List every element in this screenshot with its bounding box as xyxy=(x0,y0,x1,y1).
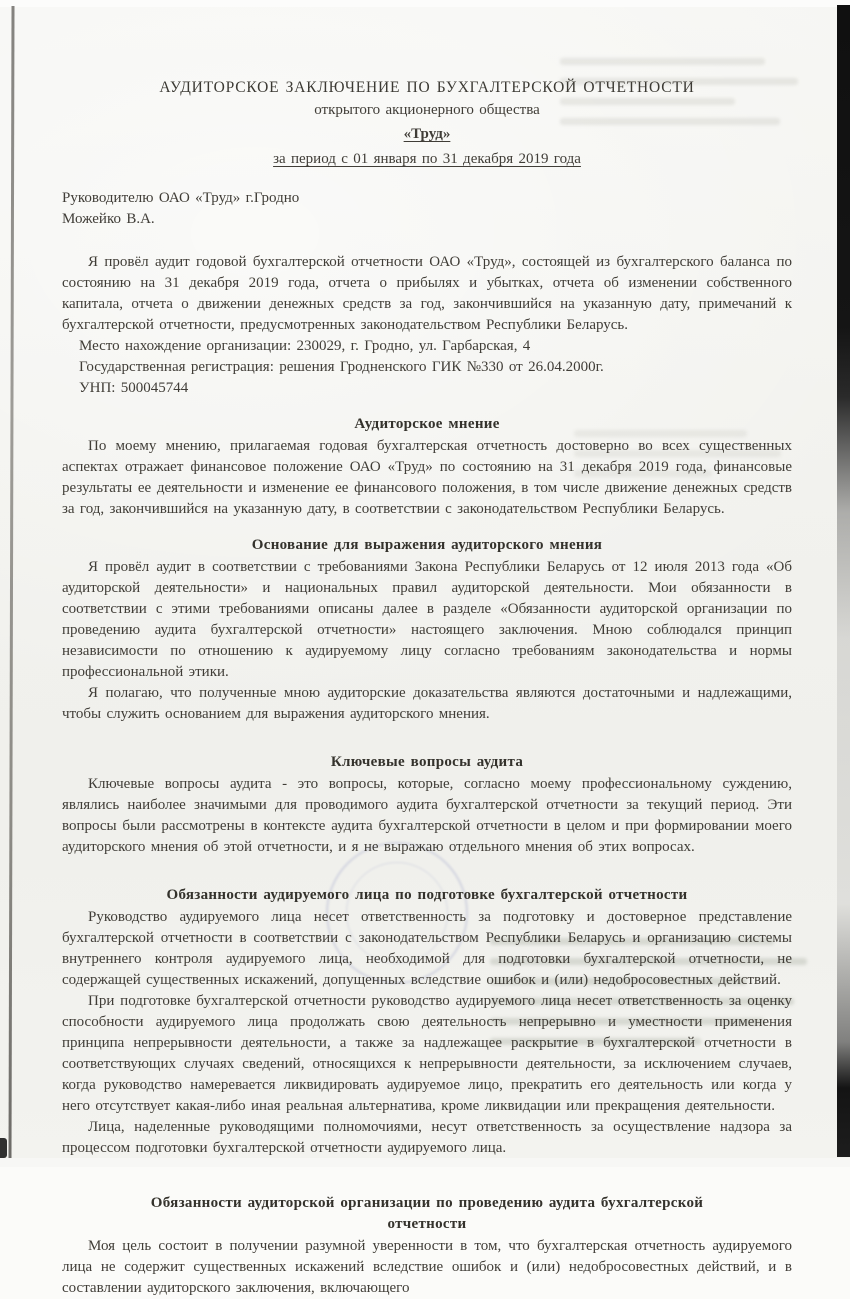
title-block xyxy=(62,76,792,172)
addressee-line: Руководителю ОАО «Труд» г.Гродно xyxy=(62,190,300,206)
key-matters-paragraph: Ключевые вопросы аудита - это вопросы, которые, согласно моему профессиональному суждению, являлись наиболее значимыми для проводимого аудита бухгалтерской отчетности за текущий период. Эти вопросы были рассмотрены в контексте аудита бухгалтерской отчетности в целом и при формировании моего аудиторского мнения об этой отчетности, и я не выражаю отдельного мнения об этих вопросах. xyxy=(62,776,792,855)
opinion-paragraph: По моему мнению, прилагаемая годовая бухгалтерская отчетность достоверно во всех существенных аспектах отражает финансовое положение ОАО «Труд» по состоянию на 31 декабря 2019 года, финансовые результаты ее деятельности и изменение ее финансового положения, в том числе движение денежных средств за год, закончившийся на указанную дату, в соответствии с законодательством Республики Беларусь. xyxy=(62,438,792,517)
addressee-block xyxy=(62,188,792,230)
company-name: «Труд» xyxy=(403,126,451,142)
basis-paragraph-2: Я полагаю, что полученные мною аудиторские доказательства являются достаточными и надлежащими, чтобы служить основанием для выражения аудиторского мнения. xyxy=(62,685,792,722)
auditor-resp-paragraph: Моя цель состоит в получении разумной уверенности в том, что бухгалтерская отчетность аудируемого лица не содержит существенных искажений вследствие ошибок и (или) недобросовестных действий, и в составлении аудиторского заключения, включающего xyxy=(62,1238,792,1296)
report-period: за период с 01 января по 31 декабря 2019 года xyxy=(273,151,581,167)
org-registration: Государственная регистрация: решения Гродненского ГИК №330 от 26.04.2000г. xyxy=(79,359,604,375)
document-subtitle: открытого акционерного общества xyxy=(314,102,540,118)
section-heading-opinion: Аудиторское мнение xyxy=(354,416,500,432)
scan-corner-mark xyxy=(0,1138,7,1158)
entity-resp-paragraph-1: Руководство аудируемого лица несет ответственность за подготовку и достоверное представление бухгалтерской отчетности в соответствии с законодательством Республики Беларусь и организацию системы внутреннего контроля аудируемого лица, необходимой для подготовки бухгалтерской отчетности, не содержащей существенных искажений, допущенных вследствие ошибок и (или) недобросовестных действий. xyxy=(62,909,792,988)
scan-edge-left xyxy=(8,6,14,1161)
scan-edge-top xyxy=(0,0,850,7)
document-body xyxy=(62,76,792,1299)
org-unp: УНП: 500045744 xyxy=(79,380,189,396)
document-title: АУДИТОРСКОЕ ЗАКЛЮЧЕНИЕ ПО БУХГАЛТЕРСКОЙ ОТЧЕТНОСТИ xyxy=(159,79,695,96)
section-heading-key-matters: Ключевые вопросы аудита xyxy=(330,754,524,770)
section-heading-basis: Основание для выражения аудиторского мнения xyxy=(251,537,603,553)
org-location: Место нахождение организации: 230029, г. Гродно, ул. Гарбарская, 4 xyxy=(79,338,531,354)
entity-resp-paragraph-3: Лица, наделенные руководящими полномочиями, несут ответственность за осуществление надзора за процессом подготовки бухгалтерской отчетности аудируемого лица. xyxy=(62,1119,792,1156)
intro-paragraph: Я провёл аудит годовой бухгалтерской отчетности ОАО «Труд», состоящей из бухгалтерского баланса по состоянию на 31 декабря 2019 года, отчета о прибылях и убытках, отчета об изменении собственного капитала, отчета о движении денежных средств за год, закончившийся на указанную дату, примечаний к бухгалтерской отчетности, предусмотренных законодательством Республики Беларусь. xyxy=(62,254,792,333)
entity-resp-paragraph-2: При подготовке бухгалтерской отчетности руководство аудируемого лица несет ответственность за оценку способности аудируемого лица продолжать свою деятельность непрерывно и уместности применения принципа непрерывности деятельности, а также за надлежащее раскрытие в бухгалтерской отчетности в соответствующих случаях сведений, относящихся к непрерывности деятельности, за исключением случаев, когда руководство намеревается ликвидировать аудируемое лицо, прекратить его деятельность или когда у него отсутствует какая-либо иная реальная альтернатива, кроме ликвидации или прекращения деятельности. xyxy=(62,993,792,1114)
basis-paragraph-1: Я провёл аудит в соответствии с требованиями Закона Республики Беларусь от 12 июля 2013 года «Об аудиторской деятельности» и национальных правил аудиторской деятельности. Мои обязанности в соответствии с этими требованиями описаны далее в разделе «Обязанности аудиторской организации по проведению аудита бухгалтерской отчетности» настоящего заключения. Мною соблюдался принцип независимости по отношению к аудируемому лицу согласно требованиям законодательства и нормы профессиональной этики. xyxy=(62,559,792,680)
scan-edge-right xyxy=(837,5,850,1157)
section-heading-entity-responsibility: Обязанности аудируемого лица по подготовке бухгалтерской отчетности xyxy=(166,887,688,903)
section-heading-auditor-responsibility: Обязанности аудиторской организации по проведению аудита бухгалтерской отчетности xyxy=(150,1195,704,1232)
addressee-name: Можейко В.А. xyxy=(62,211,155,227)
